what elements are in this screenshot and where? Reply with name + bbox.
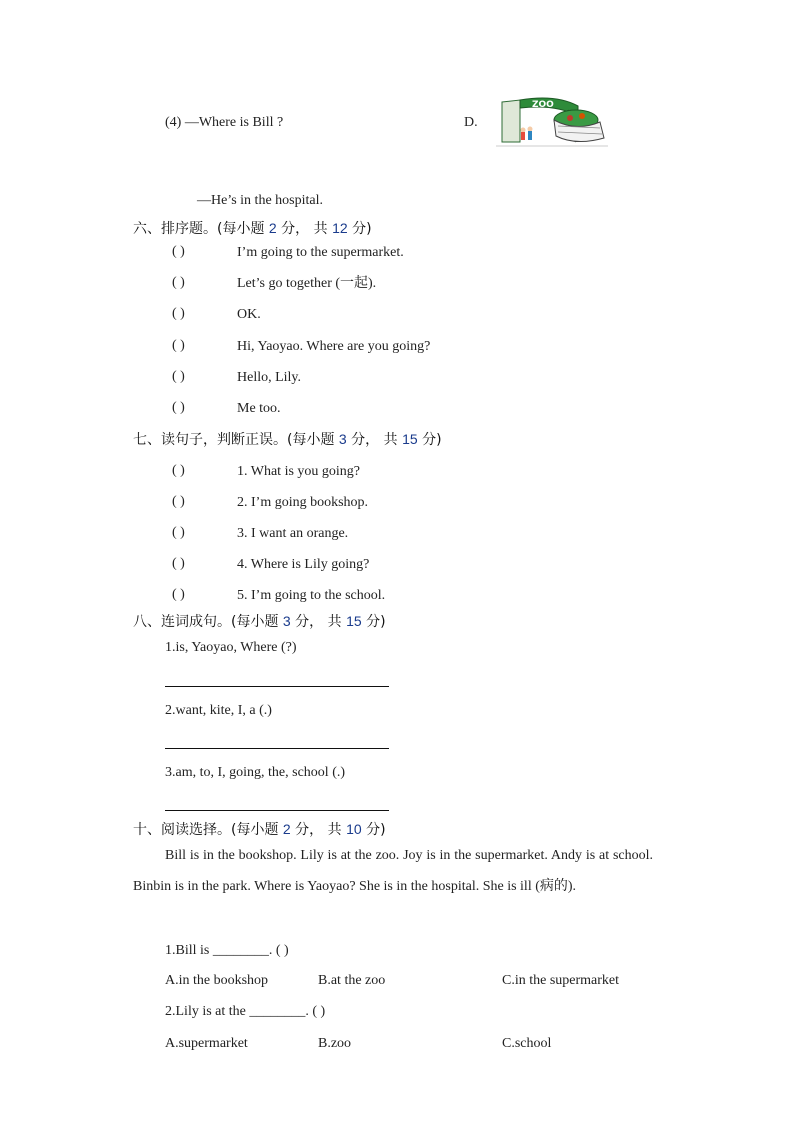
judge-item: 4. Where is Lily going? (237, 557, 370, 572)
option-d-label: D. (464, 115, 478, 130)
ordering-item: OK. (237, 307, 261, 322)
points-per-item: 2 (282, 821, 291, 837)
section-end: 分) (422, 432, 442, 448)
answer-bracket[interactable]: ( ) (172, 338, 185, 353)
choice-c[interactable]: C.school (502, 1036, 552, 1051)
ordering-item: Hello, Lily. (237, 370, 302, 385)
total-points: 12 (332, 220, 348, 236)
judge-item: 5. I’m going to the school. (237, 588, 386, 603)
answer-bracket[interactable]: ( ) (172, 400, 185, 415)
question-4-label: (4) —Where is Bill ? (165, 115, 284, 130)
total-points: 10 (346, 821, 362, 837)
section-title: 七、读句子，判断正误。(每小题 (133, 432, 335, 448)
section-7-heading (133, 430, 442, 449)
reading-question-1: 1.Bill is ________. ( ) (165, 943, 289, 958)
section-end: 分) (366, 822, 386, 838)
ordering-item: I’m going to the supermarket. (237, 245, 404, 260)
section-mid: 分， 共 (295, 614, 342, 630)
question-4-answer: —He’s in the hospital. (197, 193, 323, 208)
total-points: 15 (346, 613, 362, 629)
section-mid: 分， 共 (281, 221, 328, 237)
judge-item: 3. I want an orange. (237, 526, 349, 541)
word-order-item: 3.am, to, I, going, the, school (.) (165, 765, 346, 780)
judge-item: 1. What is you going? (237, 464, 361, 479)
choice-b[interactable]: B.at the zoo (318, 973, 386, 988)
section-title: 六、排序题。(每小题 (133, 221, 265, 237)
section-10-heading (133, 820, 386, 839)
answer-bracket[interactable]: ( ) (172, 463, 185, 478)
points-per-item: 3 (282, 613, 291, 629)
points-per-item: 2 (268, 220, 277, 236)
judge-item: 2. I’m going bookshop. (237, 495, 369, 510)
section-6-heading (133, 219, 372, 238)
points-per-item: 3 (338, 431, 347, 447)
answer-bracket[interactable]: ( ) (172, 244, 185, 259)
section-8-heading (133, 612, 386, 631)
word-order-item: 2.want, kite, I, a (.) (165, 703, 272, 718)
ordering-item: Let’s go together (一起). (237, 276, 377, 291)
choice-c[interactable]: C.in the supermarket (502, 973, 620, 988)
total-points: 15 (402, 431, 418, 447)
ordering-item: Me too. (237, 401, 281, 416)
answer-bracket[interactable]: ( ) (172, 306, 185, 321)
reading-question-2: 2.Lily is at the ________. ( ) (165, 1004, 326, 1019)
answer-bracket[interactable]: ( ) (172, 275, 185, 290)
answer-bracket[interactable]: ( ) (172, 587, 185, 602)
answer-bracket[interactable]: ( ) (172, 494, 185, 509)
choice-b[interactable]: B.zoo (318, 1036, 352, 1051)
section-end: 分) (352, 221, 372, 237)
answer-line[interactable] (165, 686, 389, 687)
choice-a[interactable]: A.supermarket (165, 1036, 248, 1051)
section-title: 十、阅读选择。(每小题 (133, 822, 279, 838)
choice-a[interactable]: A.in the bookshop (165, 973, 269, 988)
reading-passage: Bill is in the bookshop. Lily is at the zoo. Joy is in the supermarket. Andy is at school. Binbin is in the park. Where is Yaoyao? She is in the hospital. She is ill (病的). (133, 848, 653, 894)
section-end: 分) (366, 614, 386, 630)
ordering-item: Hi, Yaoyao. Where are you going? (237, 339, 431, 354)
answer-bracket[interactable]: ( ) (172, 525, 185, 540)
svg-text:ZOO: ZOO (532, 100, 554, 110)
answer-line[interactable] (165, 748, 389, 749)
zoo-gate-illustration (496, 96, 608, 148)
section-mid: 分， 共 (351, 432, 398, 448)
answer-bracket[interactable]: ( ) (172, 556, 185, 571)
word-order-item: 1.is, Yaoyao, Where (?) (165, 640, 297, 655)
section-title: 八、连词成句。(每小题 (133, 614, 279, 630)
section-mid: 分， 共 (295, 822, 342, 838)
answer-bracket[interactable]: ( ) (172, 369, 185, 384)
answer-line[interactable] (165, 810, 389, 811)
